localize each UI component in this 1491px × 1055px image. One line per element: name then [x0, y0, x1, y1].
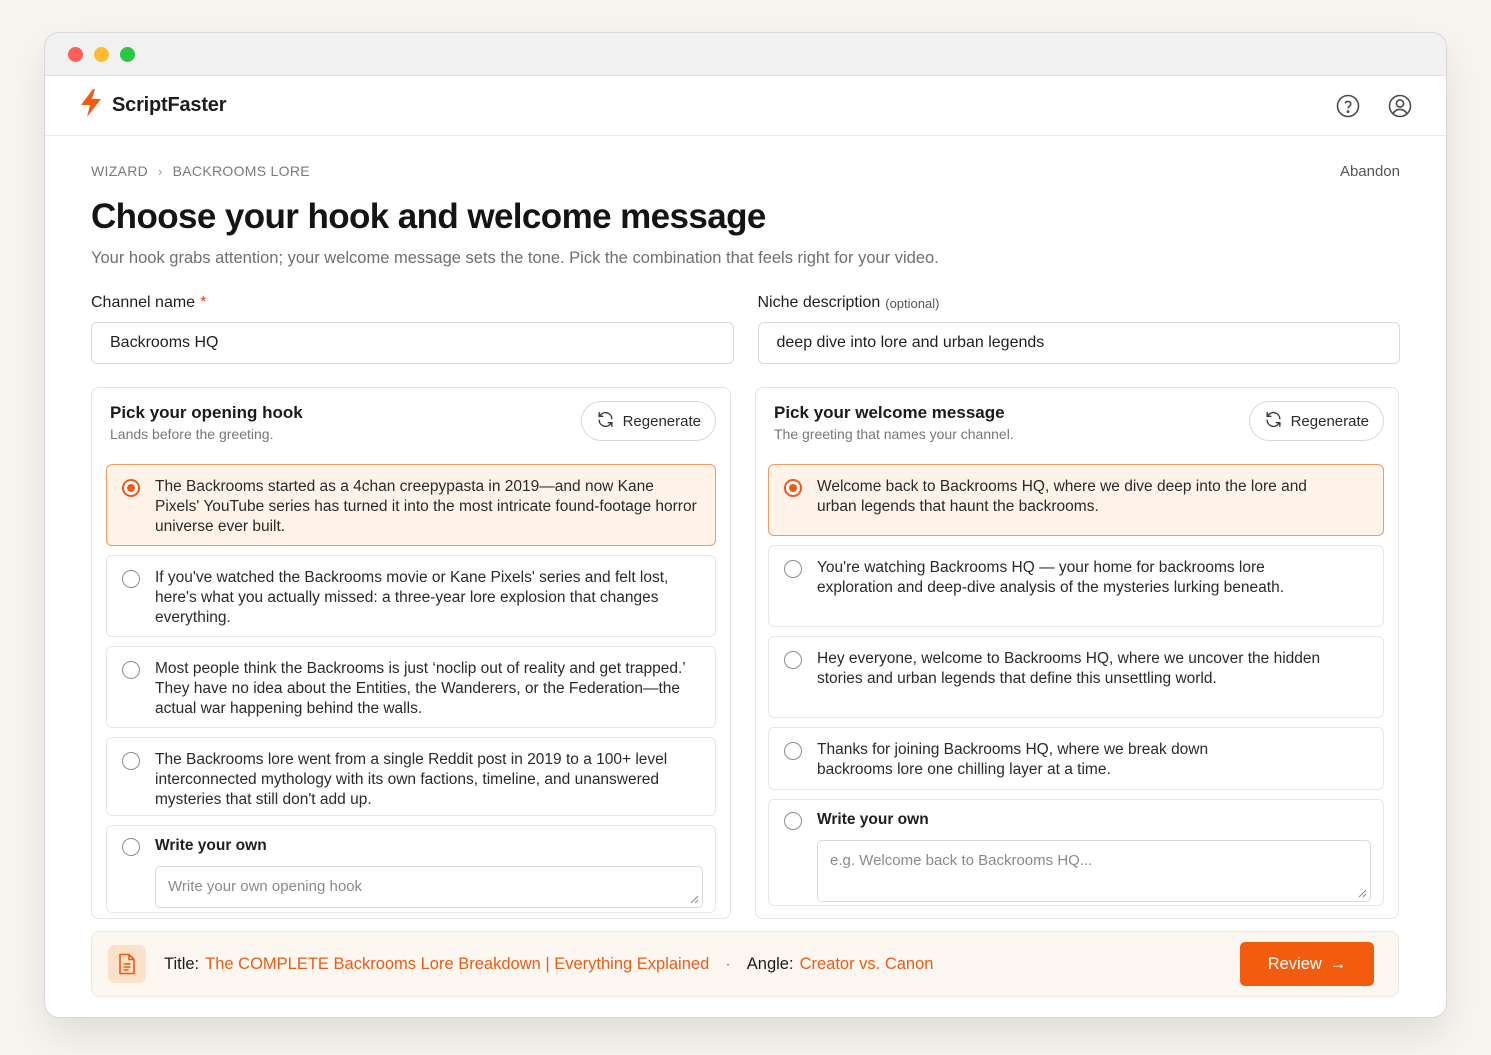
radio-button-selected[interactable] [784, 479, 802, 497]
welcome-option-text: You're watching Backrooms HQ — your home for backrooms lore exploration and deep-dive analysis of the mysteries lurking beneath. [817, 559, 1284, 596]
welcome-panel-title: Pick your welcome message [774, 403, 1005, 422]
video-meta [164, 955, 933, 974]
radio-button[interactable] [122, 838, 140, 856]
app-header [45, 76, 1446, 136]
hook-option-4[interactable] [106, 737, 716, 816]
refresh-icon [1264, 410, 1283, 433]
video-angle: Creator vs. Canon [799, 954, 934, 973]
custom-welcome-textarea[interactable] [817, 840, 1371, 902]
regenerate-hooks-button[interactable] [581, 401, 716, 441]
brand-name: ScriptFaster [112, 94, 227, 116]
radio-button[interactable] [784, 560, 802, 578]
video-title: The COMPLETE Backrooms Lore Breakdown | Everything Explained [205, 954, 710, 973]
lightning-bolt-icon [79, 88, 103, 123]
meta-separator: · [725, 954, 731, 973]
niche-description-input[interactable]: deep dive into lore and urban legends [758, 322, 1401, 364]
radio-button-selected[interactable] [122, 479, 140, 497]
channel-name-field-group [91, 293, 734, 364]
refresh-icon [596, 410, 615, 433]
app-window [45, 33, 1446, 1017]
review-button[interactable] [1240, 942, 1374, 986]
breadcrumb-item-current: BACKROOMS LORE [172, 163, 310, 179]
radio-button[interactable] [122, 661, 140, 679]
close-window-button[interactable] [68, 47, 83, 62]
resize-handle-icon[interactable] [1358, 889, 1367, 898]
main-content [45, 162, 1446, 919]
regenerate-label: Regenerate [622, 412, 701, 430]
hook-option-text: Most people think the Backrooms is just ‘noclip out of reality and get trapped.’ They have no idea about the Entities, the Wanderers, or the Federation—the actual war happening behind the walls. [155, 660, 686, 717]
radio-button[interactable] [784, 812, 802, 830]
welcome-option-write-own[interactable] [768, 799, 1384, 906]
required-marker: * [200, 294, 207, 311]
document-icon [108, 945, 146, 983]
welcome-option-4[interactable] [768, 727, 1384, 790]
breadcrumb-separator: › [158, 163, 163, 179]
hook-option-write-own[interactable] [106, 825, 716, 913]
write-own-label: Write your own [817, 811, 929, 828]
arrow-right-icon: → [1329, 954, 1347, 973]
write-own-label: Write your own [155, 837, 267, 854]
hook-option-text: The Backrooms lore went from a single Reddit post in 2019 to a 100+ level interconnected mythology with its own factions, timeline, and unanswered mysteries that still don't add up. [155, 751, 668, 808]
hook-option-3[interactable] [106, 646, 716, 728]
hook-option-text: If you've watched the Backrooms movie or Kane Pixels' series and felt lost, here's what you actually missed: a three-year lore explosion that changes everything. [155, 569, 669, 626]
welcome-option-3[interactable] [768, 636, 1384, 718]
review-label: Review [1267, 954, 1322, 973]
hook-option-2[interactable] [106, 555, 716, 637]
niche-description-field-group [758, 293, 1401, 364]
page-title: Choose your hook and welcome message [91, 197, 766, 236]
minimize-window-button[interactable] [94, 47, 109, 62]
custom-hook-textarea[interactable] [155, 866, 703, 908]
welcome-panel-subtitle: The greeting that names your channel. [774, 426, 1014, 442]
maximize-window-button[interactable] [120, 47, 135, 62]
regenerate-welcome-button[interactable] [1249, 401, 1384, 441]
welcome-option-2[interactable] [768, 545, 1384, 627]
radio-button[interactable] [122, 752, 140, 770]
breadcrumb [91, 163, 310, 179]
summary-bar [91, 931, 1399, 997]
hook-panel-title: Pick your opening hook [110, 403, 303, 422]
radio-button[interactable] [784, 742, 802, 760]
abandon-link[interactable]: Abandon [1339, 162, 1400, 180]
welcome-option-1[interactable] [768, 464, 1384, 536]
hook-option-1[interactable] [106, 464, 716, 546]
regenerate-label: Regenerate [1290, 412, 1369, 430]
channel-name-input[interactable]: Backrooms HQ [91, 322, 734, 364]
brand[interactable] [79, 88, 226, 123]
custom-welcome-placeholder: e.g. Welcome back to Backrooms HQ... [830, 852, 1093, 869]
custom-hook-placeholder: Write your own opening hook [168, 878, 363, 895]
user-circle-icon[interactable] [1387, 93, 1413, 119]
breadcrumb-item-wizard[interactable]: WIZARD [91, 163, 149, 179]
page-subtitle: Your hook grabs attention; your welcome message sets the tone. Pick the combination that feels right for your video. [91, 249, 939, 267]
optional-tag: (optional) [885, 295, 940, 311]
radio-button[interactable] [122, 570, 140, 588]
welcome-panel [755, 387, 1399, 919]
hook-panel-subtitle: Lands before the greeting. [110, 426, 274, 442]
window-titlebar [45, 33, 1446, 76]
title-key: Title: [164, 954, 200, 973]
welcome-option-text: Thanks for joining Backrooms HQ, where we break down backrooms lore one chilling layer at a time. [817, 741, 1209, 778]
radio-button[interactable] [784, 651, 802, 669]
help-circle-icon[interactable] [1335, 93, 1361, 119]
channel-name-label: Channel name [91, 294, 196, 311]
welcome-option-text: Hey everyone, welcome to Backrooms HQ, where we uncover the hidden stories and urban legends that define this unsettling world. [817, 650, 1321, 687]
resize-handle-icon[interactable] [690, 895, 699, 904]
hook-panel [91, 387, 731, 919]
niche-description-label: Niche description [757, 294, 881, 311]
hook-option-text: The Backrooms started as a 4chan creepypasta in 2019—and now Kane Pixels' YouTube series has turned it into the most intricate found-footage horror universe ever built. [155, 478, 697, 535]
angle-key: Angle: [746, 954, 794, 973]
welcome-option-text: Welcome back to Backrooms HQ, where we dive deep into the lore and urban legends that haunt the backrooms. [817, 478, 1307, 515]
